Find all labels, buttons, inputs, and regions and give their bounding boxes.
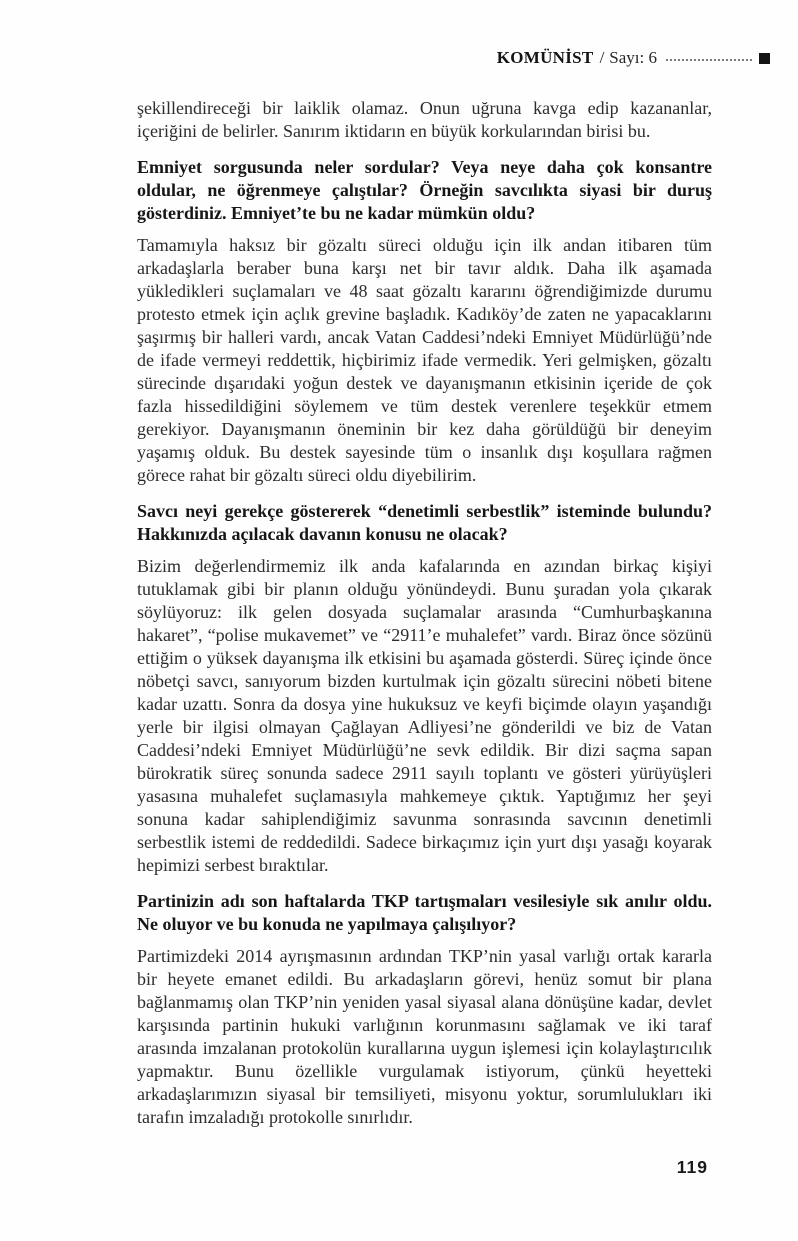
dotted-leader-rule (666, 59, 752, 61)
question-paragraph: Partinizin adı son haftalarda TKP tartışmaları vesilesiyle sık anılır oldu. Ne oluyor ve bu konuda ne yapılmaya çalışılıyor? (137, 891, 712, 934)
question-paragraph: Emniyet sorgusunda neler sordular? Veya neye daha çok konsantre oldular, ne öğrenmeye çalıştılar? Örneğin savcılıkta siyasi bir duruş gösterdiniz. Emniyet’te bu ne kadar mümkün oldu? (137, 157, 712, 223)
running-head (137, 48, 770, 68)
page-number: 119 (676, 1157, 708, 1177)
slash-separator: / (599, 48, 605, 67)
answer-paragraph: şekillendireceği bir laiklik olamaz. Onun uğruna kavga edip kazananlar, içeriğini de belirler. Sanırım iktidarın en büyük korkularından birisi bu. (137, 98, 712, 141)
answer-paragraph: Bizim değerlendirmemiz ilk anda kafalarında en azından birkaç kişiyi tutuklamak gibi bir planın olduğu yönündeydi. Bunu şuradan yola çıkarak söylüyoruz: ilk gelen dosyada suçlamalar arasında “Cumhurbaşkanına hakaret”, “polise mukavemet” ve “2911’e muhalefet” vardı. Biraz önce sözünü ettiğim o yüksek dayanışma ilk etkisini bu aşamada gösterdi. Süreç içinde önce nöbetçi savcı, sanıyorum bizden kurtulmak için gözaltı sürecini nöbeti bitene kadar uzattı. Sonra da dosya yine hukuksuz ve keyfi biçimde olayın yaşandığı yerle bir ilgisi olmayan Çağlayan Adliyesi’ne gönderildi ve biz de Vatan Caddesi’ndeki Emniyet Müdürlüğü’ne sevk edildik. Bir dizi saçma sapan bürokratik süreç sonunda sadece 2911 sayılı toplantı ve gösteri yürüyüşleri yasasına muhalefet suçlamasıyla mahkemeye çıktık. Yaptığımız her şeyi sonuna kadar sahiplendiğimiz savunma sonrasında savcının denetimli serbestlik istemi de reddedildi. Sadece birkaçımız için yurt dışı yasağı koyarak hepimizi serbest bıraktılar. (137, 556, 712, 875)
answer-paragraph: Tamamıyla haksız bir gözaltı süreci olduğu için ilk andan itibaren tüm arkadaşlarla beraber buna karşı net bir tavır aldık. Daha ilk aşamada yükledikleri suçlamaları ve 48 saat gözaltı kararını öğrendiğimizde durumu protesto etmek için açlık grevine başladık. Kadıköy’de zaten ne yapacaklarını şaşırmış bir halleri vardı, ancak Vatan Caddesi’ndeki Emniyet Müdürlüğü’nde de ifade vermeyi reddettik, hiçbirimiz ifade vermedik. Yeri gelmişken, gözaltı sürecinde dışarıdaki yoğun destek ve dayanışmanın etkisinin içeride de çok fazla hissedildiğini söylemem ve tüm destek verenlere teşekkür etmem gerekiyor. Dayanışmanın öneminin bir kez daha görüldüğü bir deneyim yaşamış olduk. Bu destek sayesinde tüm o insanlık dışı koşullara rağmen görece rahat bir gözaltı süreci oldu diyebilirim. (137, 235, 712, 485)
issue-label: Sayı: 6 (609, 48, 657, 67)
question-paragraph: Savcı neyi gerekçe göstererek “denetimli serbestlik” isteminde bulundu? Hakkınızda açılacak davanın konusu ne olacak? (137, 501, 712, 544)
article-body (137, 97, 712, 1138)
journal-title: KOMÜNİST (496, 48, 594, 67)
answer-paragraph: Partimizdeki 2014 ayrışmasının ardından TKP’nin yasal varlığı ortak kararla bir heyete emanet edildi. Bu arkadaşların görevi, henüz somut bir plana bağlanmamış olan TKP’nin yeniden yasal siyasal alana dönüşüne kadar, devlet karşısında partinin hukuki varlığının korunmasını sağlamak ve iki taraf arasında imzalanan protokolün kurallarına uygun işlemesi için kolaylaştırıcılık yapmaktır. Bunu özellikle vurgulamak istiyorum, çünkü heyetteki arkadaşlarımızın siyasal bir temsiliyeti, misyonu yoktur, sorumlulukları iki tarafın imzaladığı protokolle sınırlıdır. (137, 946, 712, 1127)
square-bullet-marker (759, 53, 770, 64)
